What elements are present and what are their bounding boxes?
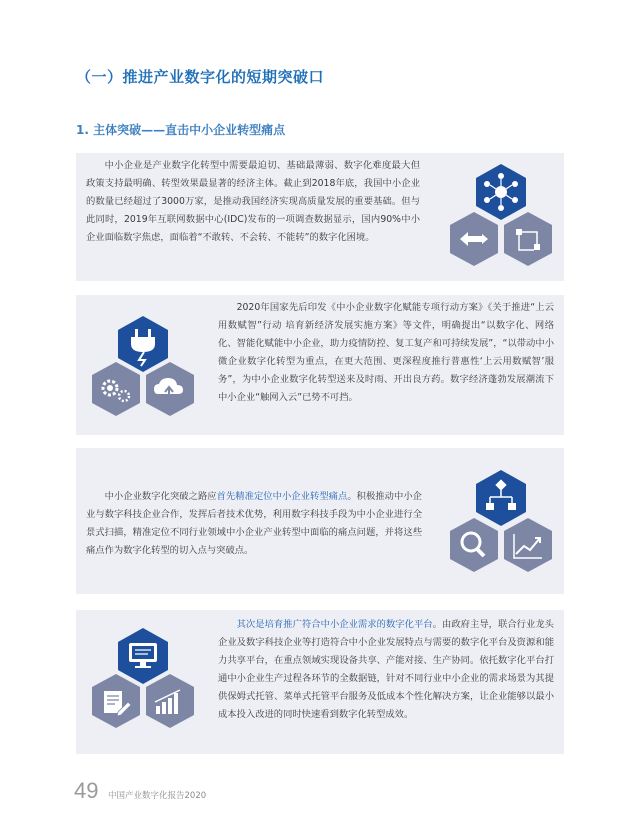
block-3-icon-group [446,468,556,580]
block-1-icon-group [446,162,556,274]
block-1-text: 中小企业是产业数字化转型中需要最迫切、基础最薄弱、数字化难度最大但政策支持最明确、转型效果最显著的经济主体。截止到2018年底，我国中小企业的数量已经超过了3000万家，是推动我国经济实现高质量发展的重要基础。但与此同时，2019年互联网数据中心(IDC)发布的一项调查数据显示，国内90%中小企业面临数字焦虑，面临着“不敢转、不会转、不能转”的数字化困境。 [86,160,420,243]
block-3-highlight: 首先精准定位中小企业转型痛点 [216,491,348,502]
bar-chart-icon [146,674,194,728]
block-2-text: 2020年国家先后印发《中小企业数字化赋能专项行动方案》《关于推进“上云用数赋智”行动 培育新经济发展实施方案》等文件，明确提出“以数字化、网络化、智能化赋能中小企业，助力疫情防控、复工复产和可持续发展”，“以带动中小微企业数字化转型为重点，在更大范围、更深程度推行普惠性‘上云用数赋智’服务”，为中小企业数字化转型送来及时雨、开出良方药。数字经济蓬勃发展潮流下中小企业“触网入云”已势不可挡。 [218,302,554,403]
power-plug-icon [118,316,168,372]
magnifier-icon [450,518,498,572]
block-4-icon-group [88,628,198,728]
section-subheading: 1. 主体突破——直击中小企业转型痛点 [76,123,286,137]
block-2-icon-group [88,316,198,416]
page-number: 49 [74,778,99,803]
exchange-icon [450,212,498,266]
cloud-upload-icon [146,362,194,416]
block-4-highlight: 其次是培育推广符合中小企业需求的数字化平台 [236,619,433,630]
block-3-text: 中小企业数字化突破之路应首先精准定位中小企业转型痛点。积极推动中小企业与数字科技企业合作，发挥后者技术优势，利用数字科技手段为中小企业进行全景式扫描，精准定位不同行业领域中小企业产业转型中面临的痛点问题，并将这些痛点作为数字化转型的切入点与突破点。 [86,491,422,556]
document-edit-icon [92,674,140,728]
report-title: 中国产业数字化报告2020 [108,791,207,801]
section-heading: （一）推进产业数字化的短期突破口 [76,68,325,86]
network-icon [476,164,526,220]
monitor-icon [118,628,168,684]
hierarchy-icon [476,470,526,526]
flow-icon [504,212,552,266]
gears-icon [92,362,140,416]
growth-chart-icon [504,518,552,572]
block-4-text: 其次是培育推广符合中小企业需求的数字化平台。由政府主导，联合行业龙头企业及数字科技企业等打造符合中小企业发展特点与需要的数字化平台及资源和能力共享平台，在重点领域实现设备共享、产能对接、生产协同。依托数字化平台打通中小企业生产过程各环节的全数据链，针对不同行业中小企业的需求场景为其提供保姆式托管、菜单式托管平台服务及低成本个性化解决方案，让企业能够以最小成本投入改进的同时快速看到数字化转型成效。 [218,619,554,720]
